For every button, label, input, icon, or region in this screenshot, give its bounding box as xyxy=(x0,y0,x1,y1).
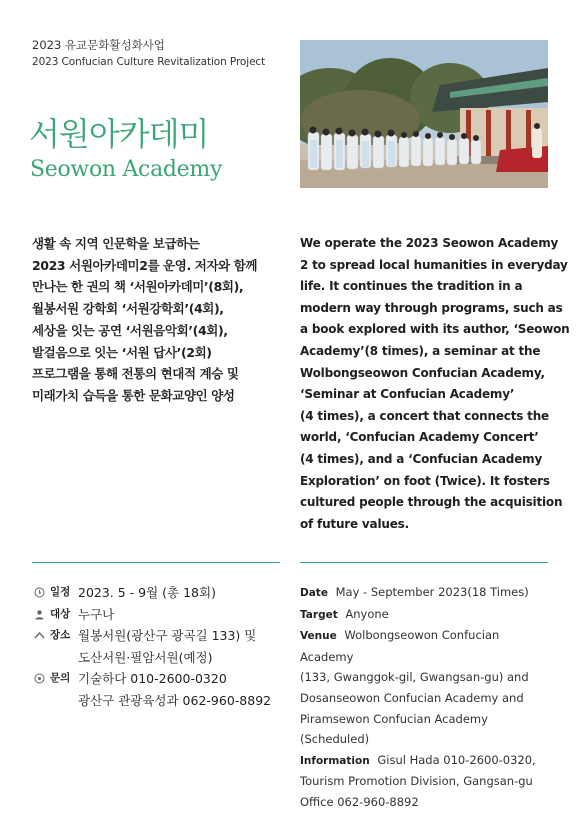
description-korean xyxy=(32,233,282,407)
venue-line: Piramsewon Confucian Academy (Scheduled) xyxy=(300,711,488,747)
information-label: Information xyxy=(300,754,370,767)
description-line: a book explored with its author, ‘Seowon xyxy=(300,322,570,337)
info-contact-row xyxy=(32,668,287,711)
page-title-english: Seowon Academy xyxy=(30,157,223,182)
description-line: 미래가치 습득을 통한 문화교양인 양성 xyxy=(32,387,235,403)
description-line: ‘Seminar at Confucian Academy’ xyxy=(300,387,515,402)
venue-line: Wolbongseowon Confucian Academy xyxy=(300,628,500,664)
info-target-row xyxy=(300,604,550,626)
divider-right xyxy=(300,562,548,563)
description-line: Academy’(8 times), a seminar at the xyxy=(300,343,541,358)
description-line: 2023 서원아카데미2를 운영. 저자와 함께 xyxy=(32,257,258,273)
description-line: 발걸음으로 잇는 ‘서원 답사’(2회) xyxy=(32,344,212,360)
ceremony-photo-illustration xyxy=(300,40,548,188)
description-line: cultured people through the acquisition xyxy=(300,495,563,510)
project-title-korean: 2023 유교문화활성화사업 xyxy=(32,38,165,52)
description-line: 2 to spread local humanities in everyday xyxy=(300,257,568,272)
ceremony-photo xyxy=(300,40,548,188)
contact-line: Office 062-960-8892 xyxy=(300,794,419,809)
contact-line: Tourism Promotion Division, Gangsan-gu xyxy=(300,774,533,789)
description-line: 프로그램을 통해 전통의 현대적 계승 및 xyxy=(32,366,239,382)
phone-icon xyxy=(34,673,45,684)
target-value: 누구나 xyxy=(78,606,115,622)
contact-line: Gisul Hada 010-2600-0320, xyxy=(377,752,536,767)
description-line: 세상을 잇는 공연 ‘서원음악회’(4회), xyxy=(32,322,228,338)
target-value: Anyone xyxy=(345,606,389,621)
date-value: May - September 2023(18 Times) xyxy=(335,585,529,599)
description-line: Exploration’ on foot (Twice). It fosters xyxy=(300,473,550,488)
description-line: Wolbongseowon Confucian Academy, xyxy=(300,365,545,380)
info-date-row xyxy=(300,582,550,604)
venue-label: 장소 xyxy=(50,629,71,641)
info-venue-row xyxy=(300,625,550,667)
person-icon xyxy=(34,609,45,620)
description-line: 월봉서원 강학회 ‘서원강학회’(4회), xyxy=(32,301,224,317)
page-title-korean: 서원아카데미 xyxy=(29,115,209,153)
contact-line: 광산구 관광육성과 062-960-8892 xyxy=(78,692,272,708)
description-line: (4 times), and a ‘Confucian Academy xyxy=(300,451,543,466)
description-line: of future values. xyxy=(300,516,409,531)
venue-line: (133, Gwanggok-gil, Gwangsan-gu) and xyxy=(300,670,529,685)
info-korean xyxy=(32,582,287,711)
venue-line: 월봉서원(광산구 광곡길 133) 및 xyxy=(78,628,257,643)
description-line: modern way through programs, such as xyxy=(300,300,563,315)
date-label: Date xyxy=(300,587,328,599)
info-target-row xyxy=(32,604,287,626)
description-line: world, ‘Confucian Academy Concert’ xyxy=(300,430,539,445)
contact-label: 문의 xyxy=(50,672,71,684)
date-label: 일정 xyxy=(50,586,71,598)
location-icon xyxy=(34,630,45,641)
calendar-icon xyxy=(34,587,45,598)
target-label: 대상 xyxy=(50,607,71,620)
divider-left xyxy=(32,562,280,563)
info-english xyxy=(300,582,550,813)
description-line: (4 times), a concert that connects the xyxy=(300,408,549,423)
venue-line: 도산서원·필암서원(예정) xyxy=(78,649,213,665)
description-line: We operate the 2023 Seowon Academy xyxy=(300,236,559,250)
venue-line: Dosanseowon Confucian Academy and xyxy=(300,690,524,705)
description-line: 생활 속 지역 인문학을 보급하는 xyxy=(32,236,200,251)
target-label: Target xyxy=(300,608,338,621)
info-venue-row xyxy=(32,625,287,668)
project-title-english: 2023 Confucian Culture Revitalization Project xyxy=(32,56,266,68)
info-contact-row xyxy=(300,750,550,772)
description-line: 만나는 한 권의 책 ‘서원아카데미’(8회), xyxy=(32,279,244,295)
date-value: 2023. 5 - 9월 (총 18회) xyxy=(78,585,216,600)
description-english xyxy=(300,233,570,535)
description-line: life. It continues the tradition in a xyxy=(300,279,523,294)
info-date-row xyxy=(32,582,287,604)
venue-label: Venue xyxy=(300,630,337,643)
contact-line: 기술하다 010-2600-0320 xyxy=(78,671,227,686)
